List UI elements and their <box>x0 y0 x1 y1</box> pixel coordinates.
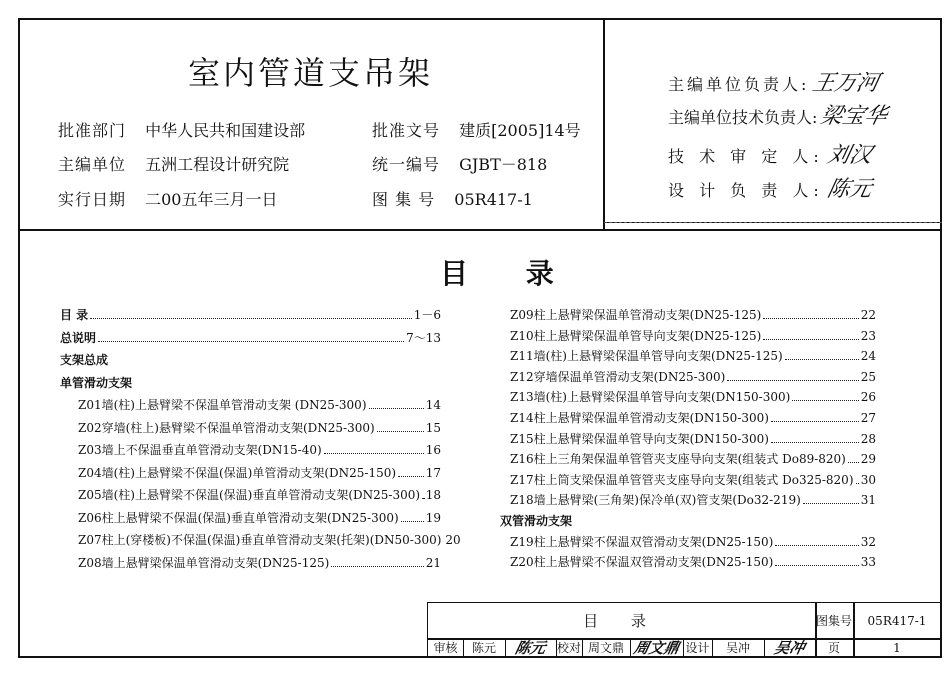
toc-leader-dots <box>90 317 412 319</box>
toc-leader-dots <box>727 379 858 381</box>
responsible-label: 主编单位负责人: <box>668 75 810 94</box>
responsible-tech <box>668 99 890 130</box>
toc-entry-page: 30 <box>860 472 876 487</box>
toc-entry-title: Z19柱上悬臂梁不保温双管滑动支架(DN25-150) <box>510 534 774 549</box>
toc-entry-page: 28 <box>860 431 876 446</box>
responsible-review <box>668 138 872 169</box>
toc-entry <box>78 464 441 480</box>
toc-entry-page: 16 <box>425 443 441 457</box>
atlas-no-value: 05R417-1 <box>867 613 927 628</box>
toc-entry <box>510 368 876 384</box>
responsible-label: 技 术 审 定 人: <box>668 147 824 166</box>
toc-entry <box>60 329 441 345</box>
toc-entry-page: 14 <box>425 398 441 412</box>
toc-entry-title: 支架总成 <box>60 353 109 367</box>
info-label: 图 集 号 <box>372 190 436 209</box>
info-value: 05R417-1 <box>454 190 533 209</box>
toc-entry-page: 20 <box>445 533 461 547</box>
info-row-approval-no <box>372 118 581 141</box>
info-row-approval-dept <box>58 118 305 141</box>
design-label: 设计 <box>685 641 710 655</box>
info-row-atlas-no <box>372 187 533 210</box>
toc-entry <box>78 441 441 457</box>
toc-entry <box>510 553 876 569</box>
toc-entry-page: 7～13 <box>406 330 441 345</box>
toc-entry <box>510 471 876 487</box>
toc-leader-dots <box>324 452 424 454</box>
review-signature: 陈元 <box>513 639 548 657</box>
toc-entry <box>510 306 876 322</box>
toc-entry <box>510 533 876 549</box>
toc-leader-dots <box>856 482 859 484</box>
toc-entry-title: Z04墙(柱)上悬臂梁不保温(保温)单管滑动支架(DN25-150) <box>78 465 397 480</box>
toc-entry-page: 24 <box>860 349 876 364</box>
signature: 刘汉 <box>824 143 874 168</box>
toc-entry <box>510 409 876 425</box>
toc-entry-title: 单管滑动支架 <box>60 375 133 390</box>
check-signature: 周文鼎 <box>631 639 681 657</box>
toc-entry <box>60 351 441 367</box>
signature: 陈元 <box>824 177 874 202</box>
toc-entry-page: 21 <box>425 555 441 570</box>
toc-leader-dots <box>331 565 423 567</box>
toc-entry-page: 29 <box>860 452 876 467</box>
info-label: 主编单位 <box>58 155 127 174</box>
review-label: 审核 <box>433 641 458 655</box>
toc-entry <box>78 419 441 435</box>
toc-entry-title: Z11墙(柱)上悬臂梁保温单管导向支架(DN25-125) <box>510 349 783 364</box>
toc-entry <box>60 374 441 390</box>
toc-leader-dots <box>775 544 858 546</box>
info-label: 实行日期 <box>58 190 127 209</box>
toc-entry-title: Z10柱上悬臂梁保温单管导向支架(DN25-125) <box>510 328 762 343</box>
toc-entry-title: Z05墙(柱)上悬臂梁不保温(保温)垂直单管滑动支架(DN25-300) <box>78 488 421 502</box>
toc-entry-title: Z16柱上三角架保温单管管夹支座导向支架(组装式 Do89-820) <box>510 452 846 467</box>
toc-entry <box>78 509 441 525</box>
toc-entry <box>78 396 441 412</box>
toc-entry-title: Z08墙上悬臂梁保温单管滑动支架(DN25-125) <box>78 555 330 570</box>
toc-right-column <box>500 306 876 576</box>
toc-entry-title: Z12穿墙保温单管滑动支架(DN25-300) <box>510 369 726 384</box>
toc-entry-title: Z03墙上不保温垂直单管滑动支架(DN15-40) <box>78 443 322 457</box>
info-label: 批准部门 <box>58 121 127 140</box>
page-label: 页 <box>827 641 840 655</box>
toc-entry <box>78 486 441 502</box>
toc-entry-page: 15 <box>425 420 441 435</box>
info-value: GJBT－818 <box>459 155 548 174</box>
check-name: 周文鼎 <box>587 641 624 655</box>
info-label: 统一编号 <box>372 155 441 174</box>
toc-entry <box>510 430 876 446</box>
page-number: 1 <box>893 640 901 655</box>
toc-entry-page: 33 <box>860 555 876 570</box>
toc-entry-title: Z06柱上悬臂梁不保温(保温)垂直单管滑动支架(DN25-300) <box>78 510 399 525</box>
toc-leader-dots <box>848 461 859 463</box>
toc-leader-dots <box>785 358 859 360</box>
toc-entry-page: 22 <box>860 308 876 322</box>
toc-entry-page: 27 <box>860 411 876 425</box>
toc-entry-page: 25 <box>860 369 876 384</box>
header-divider <box>603 18 605 230</box>
toc-leader-dots <box>377 430 424 432</box>
responsible-chief <box>668 66 882 97</box>
toc-entry-title: Z14柱上悬臂梁保温单管滑动支架(DN150-300) <box>510 411 769 425</box>
toc-entry-title: Z13墙(柱)上悬臂梁保温单管导向支架(DN150-300) <box>510 390 791 405</box>
toc-leader-dots <box>98 340 404 342</box>
toc-entry-title: 目 录 <box>60 308 89 322</box>
responsible-dash-rule <box>604 222 942 223</box>
check-label: 校对 <box>556 641 581 655</box>
toc-entry-title: Z01墙(柱)上悬臂梁不保温单管滑动支架 (DN25-300) <box>78 398 367 412</box>
toc-entry <box>78 554 441 570</box>
signature: 梁宝华 <box>818 104 890 129</box>
info-row-effective-date <box>58 187 277 210</box>
toc-entry <box>510 491 876 507</box>
toc-entry <box>60 306 441 322</box>
toc-leader-dots <box>422 497 424 499</box>
toc-entry-page: 19 <box>425 510 441 525</box>
toc-entry-page: 18 <box>425 488 441 502</box>
responsible-label: 主编单位技术负责人: <box>668 108 818 127</box>
toc-leader-dots <box>763 317 858 319</box>
toc-leader-dots <box>763 338 858 340</box>
toc-leader-dots <box>771 441 859 443</box>
toc-leader-dots <box>398 475 424 477</box>
signature: 王万河 <box>810 71 882 96</box>
toc-left-column <box>60 306 461 586</box>
toc-entry-title: 双管滑动支架 <box>500 514 573 528</box>
toc-leader-dots <box>803 502 859 504</box>
contents-heading: 目 录 <box>440 257 578 290</box>
toc-entry-title: Z18墙上悬臂梁(三角架)保冷单(双)管支架(Do32-219) <box>510 493 801 508</box>
atlas-no-label: 图集号 <box>815 614 852 628</box>
responsible-label: 设 计 负 责 人: <box>668 181 824 200</box>
responsible-design <box>668 172 872 203</box>
toc-entry-title: Z07柱上(穿楼板)不保温(保温)垂直单管滑动支架(托架)(DN50-300) <box>78 533 442 547</box>
toc-leader-dots <box>401 520 424 522</box>
toc-entry-page: 23 <box>860 328 876 343</box>
toc-entry <box>510 327 876 343</box>
atlas-title: 室内管道支吊架 <box>188 54 434 92</box>
toc-leader-dots <box>369 407 424 409</box>
header-bottom-rule <box>18 229 942 231</box>
info-value: 五洲工程设计研究院 <box>145 155 290 174</box>
toc-leader-dots <box>771 420 859 422</box>
info-row-unified-no <box>372 152 547 175</box>
info-value: 中华人民共和国建设部 <box>145 121 306 140</box>
info-label: 批准文号 <box>372 121 441 140</box>
toc-entry-page: 17 <box>425 465 441 480</box>
info-row-editor-unit <box>58 152 289 175</box>
toc-entry-title: Z09柱上悬臂梁保温单管滑动支架(DN25-125) <box>510 308 762 322</box>
toc-entry <box>78 531 461 547</box>
design-name: 吴冲 <box>725 641 750 655</box>
toc-entry-title: Z20柱上悬臂梁不保温双管滑动支架(DN25-150) <box>510 555 774 570</box>
toc-entry-title: Z02穿墙(柱上)悬臂梁不保温单管滑动支架(DN25-300) <box>78 420 375 435</box>
toc-entry-title: Z15柱上悬臂梁保温单管导向支架(DN150-300) <box>510 431 769 446</box>
info-value: 二00五年三月一日 <box>145 190 278 209</box>
info-value: 建质[2005]14号 <box>459 121 581 140</box>
toc-entry <box>500 512 876 528</box>
toc-entry <box>510 388 876 404</box>
sheet-title: 目 录 <box>583 612 660 630</box>
toc-leader-dots <box>792 399 858 401</box>
toc-entry <box>510 347 876 363</box>
toc-entry <box>510 450 876 466</box>
toc-entry-page: 31 <box>860 493 876 508</box>
title-block <box>427 602 942 658</box>
toc-entry-page: 32 <box>860 534 876 549</box>
toc-entry-page: 1－6 <box>413 308 441 322</box>
toc-entry-title: 总说明 <box>60 330 97 345</box>
design-signature: 吴冲 <box>772 639 807 657</box>
toc-entry-title: Z17柱上筒支梁保温单管管夹支座导向支架(组装式 Do325-820) <box>510 472 854 487</box>
toc-entry-page: 26 <box>860 390 876 405</box>
toc-leader-dots <box>775 564 858 566</box>
review-name: 陈元 <box>471 641 496 655</box>
